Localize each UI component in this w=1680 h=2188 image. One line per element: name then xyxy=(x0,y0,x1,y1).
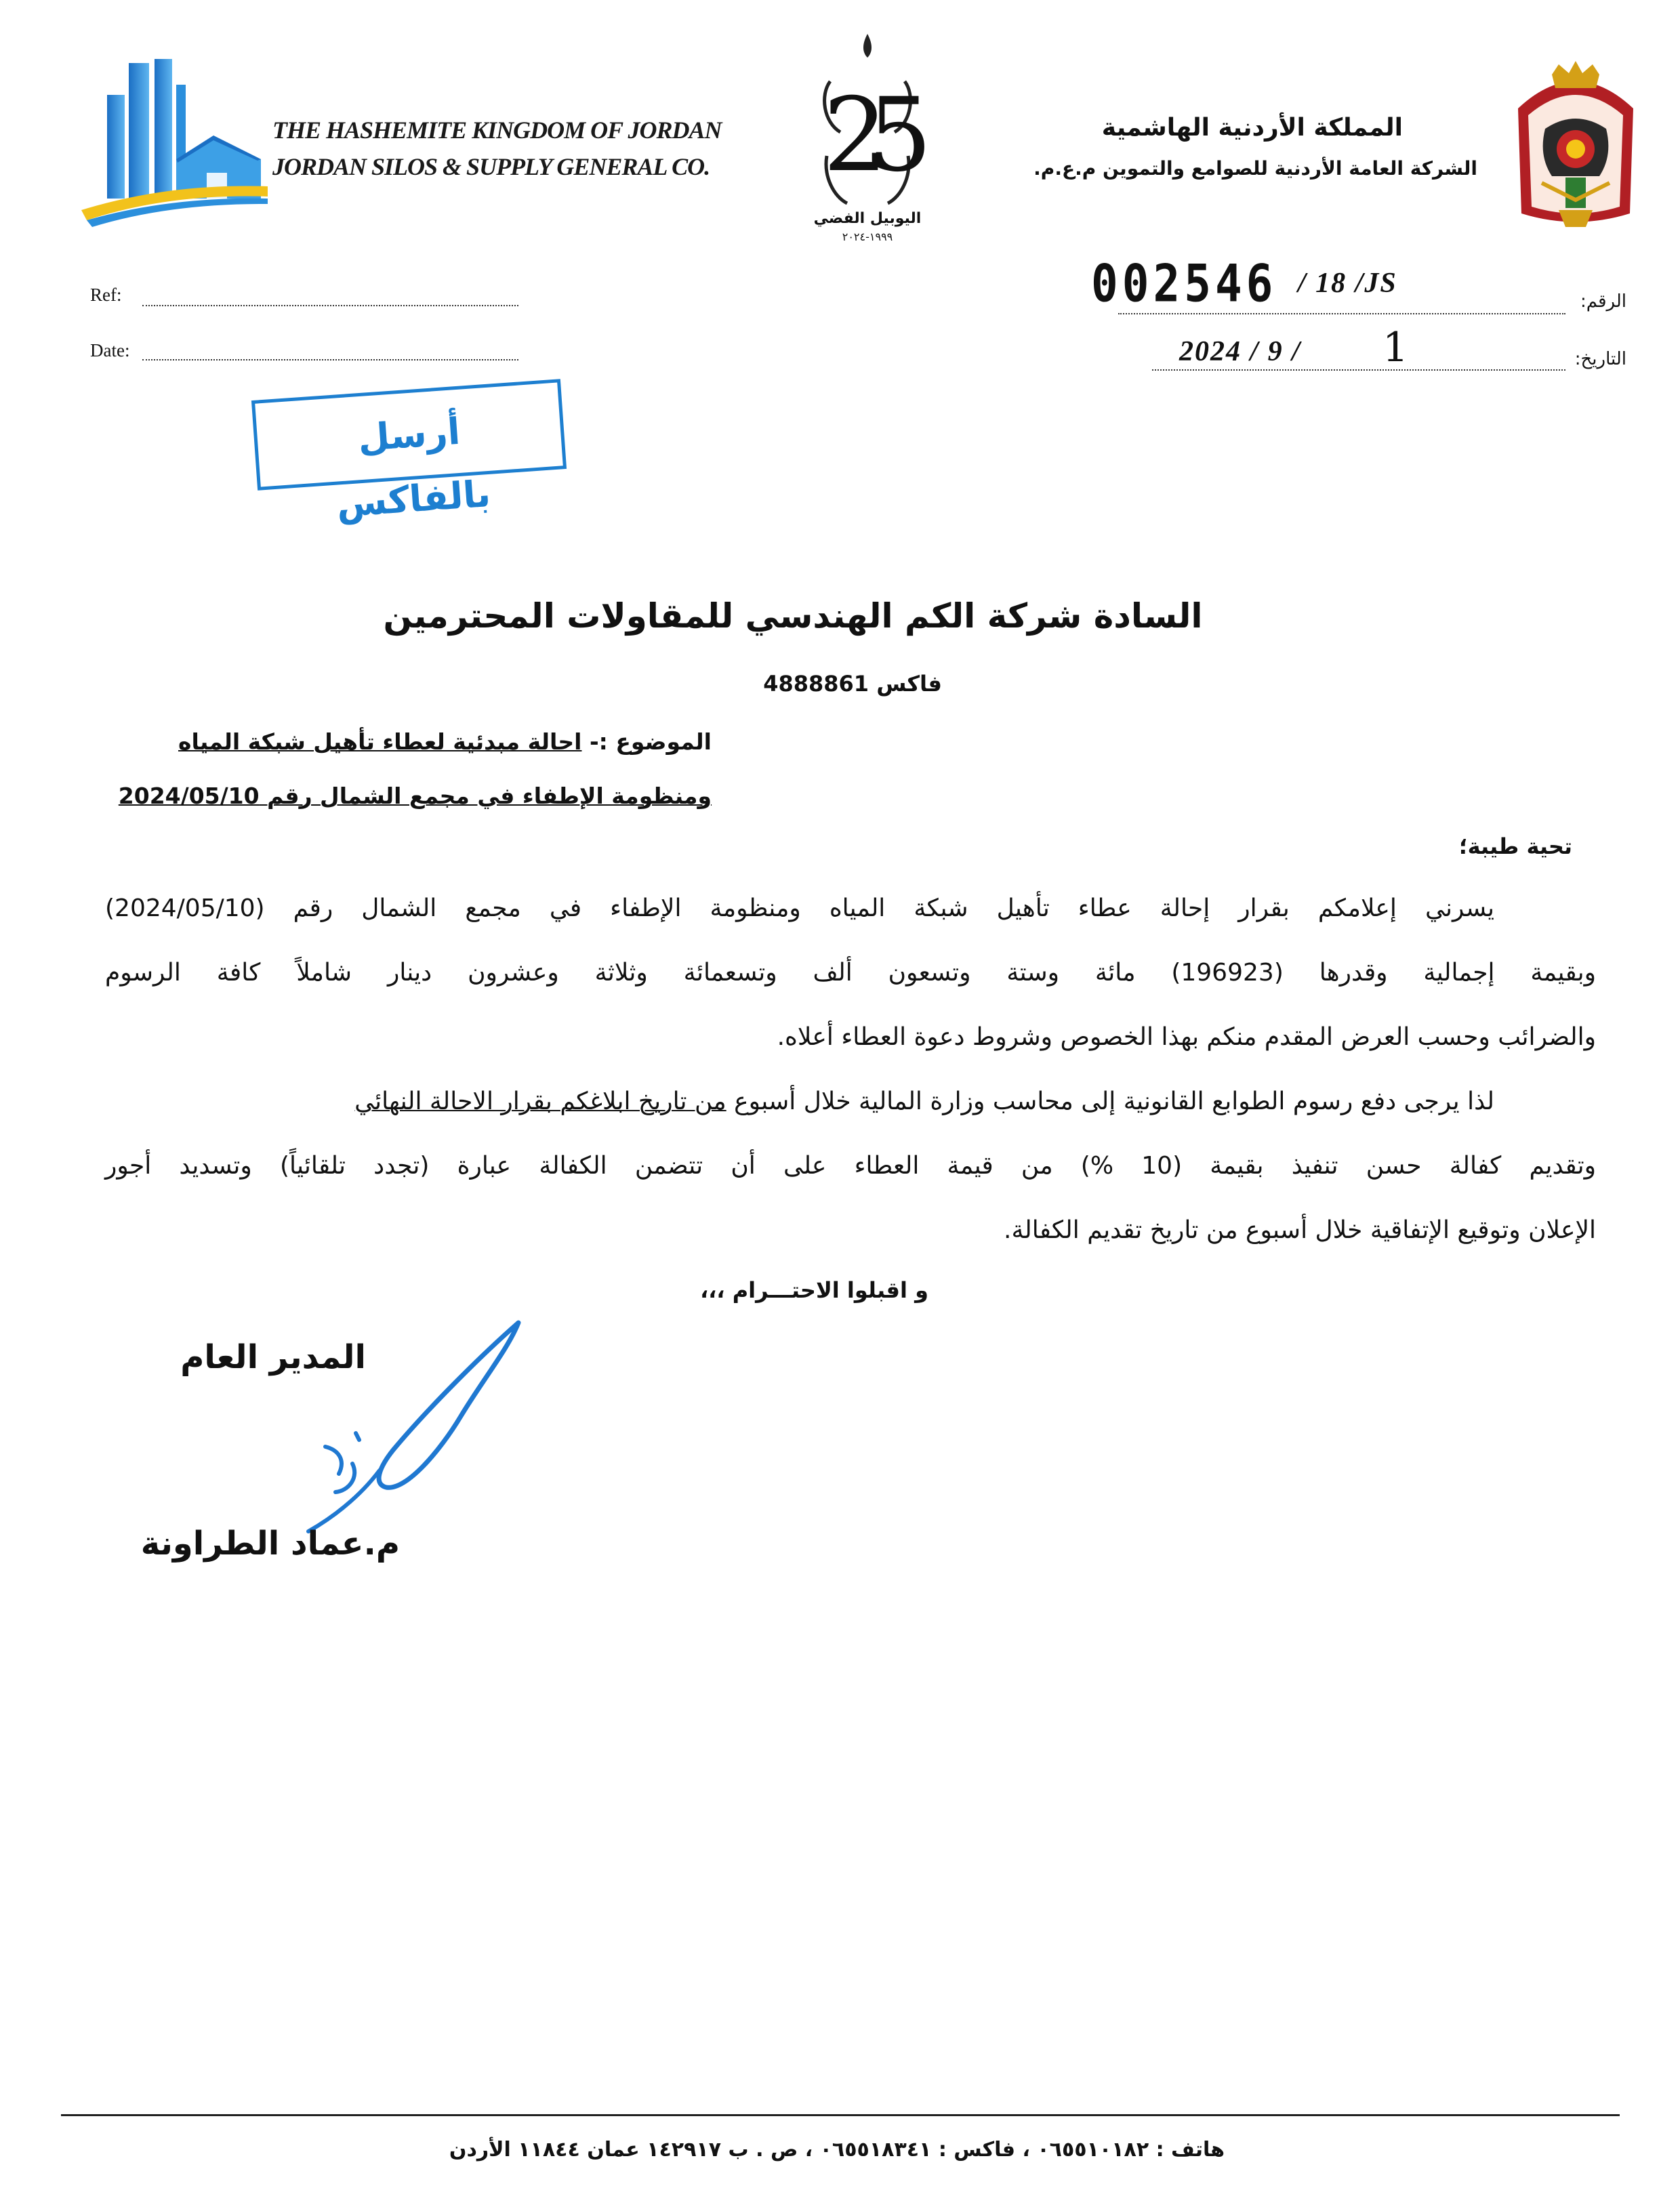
english-header-line2: JORDAN SILOS & SUPPLY GENERAL CO. xyxy=(272,153,710,180)
company-logo xyxy=(75,58,271,234)
handwritten-signature xyxy=(258,1315,542,1545)
recipient-title: السادة شركة الكم الهندسي للمقاولات المحترمين xyxy=(383,596,1203,636)
body-p2-line1 xyxy=(105,1088,1494,1115)
fax-stamp: أرسل بالفاكس xyxy=(251,379,567,491)
subject-line2 xyxy=(102,769,712,823)
date-label-en: Date: xyxy=(90,340,130,360)
arabic-header-line2: الشركة العامة الأردنية للصوامع والتموين م.ع.م. xyxy=(1033,157,1477,180)
recipient-fax: فاكس 4888861 xyxy=(763,671,942,697)
date-label-ar: التاريخ: xyxy=(1574,349,1626,369)
body-p1-line3: والضرائب وحسب العرض المقدم منكم بهذا الخصوص وشروط دعوة العطاء أعلاه. xyxy=(777,1023,1596,1051)
body-p2-line2: وتقديم كفالة حسن تنفيذ بقيمة (10 %) من قيمة العطاء على أن تتضمن الكفالة عبارة (تجدد تلقائياً) وتسديد أجور xyxy=(105,1152,1596,1180)
date-value: 2024 / 9 / xyxy=(1179,336,1301,367)
jubilee-number: 25 xyxy=(823,77,912,194)
ref-dotted-line-ar xyxy=(1118,313,1565,314)
ref-label-ar: الرقم: xyxy=(1580,291,1626,312)
body-p1-line2: وبقيمة إجمالية وقدرها (196923) مائة وستة وتسعون ألف وتسعمائة وثلاثة وعشرون دينار شاملاً كافة الرسوم xyxy=(105,959,1596,987)
arabic-header-line1: المملكة الأردنية الهاشمية xyxy=(1101,114,1403,142)
greeting: تحية طيبة؛ xyxy=(1458,833,1572,859)
footer-divider xyxy=(61,2114,1620,2116)
jubilee-years: ١٩٩٩-٢٠٢٤ xyxy=(842,230,893,243)
body-p1-line1: يسرني إعلامكم بقرار إحالة عطاء تأهيل شبكة المياه ومنظومة الإطفاء في مجمع الشمال رقم (2024/05/10) xyxy=(105,894,1494,922)
ref-label-en: Ref: xyxy=(90,285,122,305)
closing: و اقبلوا الاحتـــرام ،،، xyxy=(700,1277,928,1303)
body-p2-line1-underlined: من تاريخ ابلاغكم بقرار الاحالة النهائي xyxy=(354,1088,726,1115)
subject-line1 xyxy=(102,715,712,769)
subject-text-line1: احالة مبدئية لعطاء تأهيل شبكة المياه xyxy=(178,728,582,755)
coat-of-arms xyxy=(1504,61,1647,237)
date-day-handwritten: 1 xyxy=(1382,324,1409,371)
ref-suffix: / 18 /JS xyxy=(1298,268,1397,299)
body-p2-line1-text: لذا يرجى دفع رسوم الطوابع القانونية إلى محاسب وزارة المالية خلال أسبوع xyxy=(734,1088,1494,1115)
jubilee-emblem xyxy=(800,30,935,247)
signatory-name: م.عماد الطراونة xyxy=(140,1525,400,1563)
date-dotted-line xyxy=(142,359,518,360)
ref-dotted-line xyxy=(142,305,518,306)
subject-text-line2: ومنظومة الإطفاء في مجمع الشمال رقم 2024/05/10 xyxy=(118,783,712,809)
date-dotted-line-ar xyxy=(1152,369,1565,371)
signature-title: المدير العام xyxy=(180,1338,366,1376)
jubilee-caption: اليوبيل الفضي xyxy=(813,210,922,227)
footer-contact-ar: هاتف : ٠٦٥٥١٠١٨٢ ، فاكس : ٠٦٥٥١٨٣٤١ ، ص . ب ١٤٢٩١٧ عمان ١١٨٤٤ الأردن xyxy=(449,2138,1225,2162)
ref-number: 002546 xyxy=(1091,253,1277,314)
subject-label: الموضوع :- xyxy=(589,728,712,755)
english-header-line1: THE HASHEMITE KINGDOM OF JORDAN xyxy=(272,117,722,144)
body-p2-line3: الإعلان وتوقيع الإتفاقية خلال أسبوع من تاريخ تقديم الكفالة. xyxy=(1004,1216,1596,1244)
